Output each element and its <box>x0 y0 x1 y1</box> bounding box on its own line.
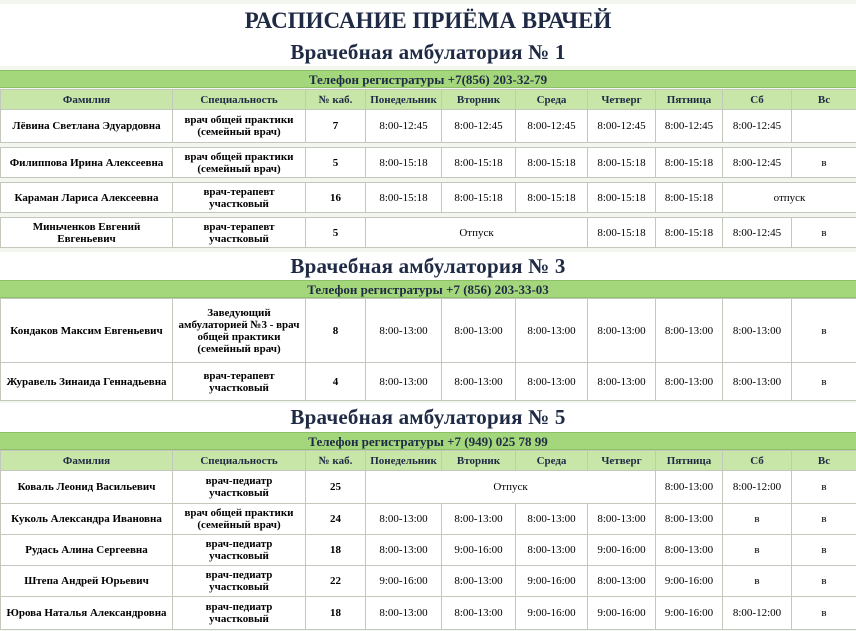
doctor-specialty: врач-педиатр участковый <box>173 535 306 566</box>
hours-tue: 8:00-15:18 <box>442 148 516 178</box>
hours-mon: 8:00-13:00 <box>366 535 442 566</box>
doctor-specialty: врач общей практики (семейный врач) <box>173 148 306 178</box>
hours-mon: 8:00-13:00 <box>366 597 442 630</box>
hours-fri: 8:00-13:00 <box>656 363 723 401</box>
hours-fri: 8:00-15:18 <box>656 183 723 213</box>
doctor-name: Филиппова Ирина Алексеевна <box>1 148 173 178</box>
doctor-room: 24 <box>306 504 366 535</box>
doctor-name: Кондаков Максим Евгеньевич <box>1 299 173 363</box>
hours-tue: 8:00-13:00 <box>442 363 516 401</box>
col-header-room: № каб. <box>306 451 366 471</box>
hours-fri: 8:00-15:18 <box>656 218 723 248</box>
clinic-phone-3: Телефон регистратуры +7 (856) 203-33-03 <box>0 280 856 298</box>
doctor-name: Миньченков Евгений Евгеньевич <box>1 218 173 248</box>
hours-sun: в <box>792 148 856 178</box>
hours-mon: 8:00-13:00 <box>366 363 442 401</box>
hours-mon: 8:00-13:00 <box>366 299 442 363</box>
hours-mon: 8:00-12:45 <box>366 110 442 143</box>
hours-wed: 8:00-13:00 <box>516 535 588 566</box>
hours-mon: 8:00-15:18 <box>366 148 442 178</box>
hours-sun: в <box>792 597 856 630</box>
hours-tue: 8:00-13:00 <box>442 566 516 597</box>
hours-wed: 8:00-13:00 <box>516 299 588 363</box>
col-header-wed: Среда <box>516 90 588 110</box>
hours-sat: 8:00-12:45 <box>723 110 792 143</box>
hours-tue: 9:00-16:00 <box>442 535 516 566</box>
hours-wed: 8:00-13:00 <box>516 363 588 401</box>
doctor-room: 25 <box>306 471 366 504</box>
hours-fri: 9:00-16:00 <box>656 566 723 597</box>
hours-sun: в <box>792 566 856 597</box>
col-header-tue: Вторник <box>442 90 516 110</box>
col-header-sat: Сб <box>723 451 792 471</box>
col-header-name: Фамилия <box>1 451 173 471</box>
doctor-room: 5 <box>306 148 366 178</box>
table-row <box>1 566 856 597</box>
hours-sun: в <box>792 535 856 566</box>
col-header-mon: Понедельник <box>366 90 442 110</box>
doctor-specialty: врач-терапевт участковый <box>173 183 306 213</box>
doctor-name: Юрова Наталья Александровна <box>1 597 173 630</box>
table-row <box>1 218 856 248</box>
clinic-phone-1: Телефон регистратуры +7(856) 203-32-79 <box>0 70 856 88</box>
doctor-room: 5 <box>306 218 366 248</box>
table-row <box>1 299 856 363</box>
clinic-title-1: Врачебная амбулатория № 1 <box>0 38 856 66</box>
hours-mon-thu-vacation: Отпуск <box>366 471 656 504</box>
doctor-room: 7 <box>306 110 366 143</box>
hours-sat: 8:00-12:00 <box>723 597 792 630</box>
col-header-name: Фамилия <box>1 90 173 110</box>
doctor-room: 8 <box>306 299 366 363</box>
hours-tue: 8:00-15:18 <box>442 183 516 213</box>
doctor-name: Караман Лариса Алексеевна <box>1 183 173 213</box>
clinic-title-3: Врачебная амбулатория № 3 <box>0 252 856 280</box>
doctor-specialty: врач-педиатр участковый <box>173 566 306 597</box>
col-header-thu: Четверг <box>588 451 656 471</box>
table-row <box>1 110 856 143</box>
hours-wed: 8:00-15:18 <box>516 183 588 213</box>
hours-thu: 8:00-13:00 <box>588 566 656 597</box>
doctor-name: Штепа Андрей Юрьевич <box>1 566 173 597</box>
hours-sun: в <box>792 299 856 363</box>
hours-sun: в <box>792 471 856 504</box>
doctor-name: Лёвина Светлана Эдуардовна <box>1 110 173 143</box>
col-header-spec: Специальность <box>173 451 306 471</box>
hours-thu: 9:00-16:00 <box>588 597 656 630</box>
doctor-specialty: врач-терапевт участковый <box>173 218 306 248</box>
page-title: РАСПИСАНИЕ ПРИЁМА ВРАЧЕЙ <box>0 4 856 38</box>
doctor-room: 18 <box>306 535 366 566</box>
table-header-row <box>1 90 856 110</box>
col-header-sun: Вс <box>792 451 856 471</box>
schedule-table-3 <box>0 298 856 401</box>
table-row <box>1 597 856 630</box>
hours-sat: 8:00-12:45 <box>723 148 792 178</box>
col-header-fri: Пятница <box>656 90 723 110</box>
hours-thu: 8:00-13:00 <box>588 299 656 363</box>
hours-sat: в <box>723 566 792 597</box>
col-header-spec: Специальность <box>173 90 306 110</box>
clinic-phone-5: Телефон регистратуры +7 (949) 025 78 99 <box>0 432 856 450</box>
hours-fri: 8:00-15:18 <box>656 148 723 178</box>
hours-fri: 8:00-13:00 <box>656 535 723 566</box>
hours-sat: в <box>723 504 792 535</box>
doctor-name: Коваль Леонид Васильевич <box>1 471 173 504</box>
hours-wed: 9:00-16:00 <box>516 597 588 630</box>
table-row <box>1 363 856 401</box>
table-header-row <box>1 451 856 471</box>
table-row <box>1 183 856 213</box>
hours-thu: 8:00-15:18 <box>588 148 656 178</box>
col-header-room: № каб. <box>306 90 366 110</box>
hours-thu: 9:00-16:00 <box>588 535 656 566</box>
doctor-room: 22 <box>306 566 366 597</box>
hours-sat: в <box>723 535 792 566</box>
doctor-room: 16 <box>306 183 366 213</box>
hours-fri: 9:00-16:00 <box>656 597 723 630</box>
doctor-specialty: врач общей практики (семейный врач) <box>173 110 306 143</box>
hours-sat: 8:00-12:00 <box>723 471 792 504</box>
col-header-wed: Среда <box>516 451 588 471</box>
table-row <box>1 471 856 504</box>
hours-sun: в <box>792 363 856 401</box>
doctor-specialty: врач-педиатр участковый <box>173 471 306 504</box>
hours-fri: 8:00-13:00 <box>656 299 723 363</box>
table-row <box>1 148 856 178</box>
hours-mon-wed-vacation: Отпуск <box>366 218 588 248</box>
doctor-name: Рудась Алина Сергеевна <box>1 535 173 566</box>
hours-thu: 8:00-13:00 <box>588 363 656 401</box>
hours-sun <box>792 110 856 143</box>
hours-tue: 8:00-13:00 <box>442 597 516 630</box>
hours-thu: 8:00-15:18 <box>588 218 656 248</box>
hours-mon: 8:00-13:00 <box>366 504 442 535</box>
hours-mon: 8:00-15:18 <box>366 183 442 213</box>
col-header-tue: Вторник <box>442 451 516 471</box>
col-header-sat: Сб <box>723 90 792 110</box>
hours-fri: 8:00-13:00 <box>656 504 723 535</box>
hours-wed: 8:00-12:45 <box>516 110 588 143</box>
hours-sat-sun-vacation: отпуск <box>723 183 856 213</box>
hours-tue: 8:00-12:45 <box>442 110 516 143</box>
schedule-table-1 <box>0 89 856 248</box>
doctor-specialty: врач-педиатр участковый <box>173 597 306 630</box>
doctor-name: Журавель Зинаида Геннадьевна <box>1 363 173 401</box>
doctor-specialty: врач-терапевт участковый <box>173 363 306 401</box>
doctor-name: Куколь Александра Ивановна <box>1 504 173 535</box>
schedule-table-5 <box>0 450 856 630</box>
hours-tue: 8:00-13:00 <box>442 504 516 535</box>
hours-thu: 8:00-15:18 <box>588 183 656 213</box>
hours-tue: 8:00-13:00 <box>442 299 516 363</box>
hours-wed: 8:00-15:18 <box>516 148 588 178</box>
hours-mon: 9:00-16:00 <box>366 566 442 597</box>
col-header-thu: Четверг <box>588 90 656 110</box>
hours-sat: 8:00-13:00 <box>723 363 792 401</box>
doctor-room: 4 <box>306 363 366 401</box>
doctor-room: 18 <box>306 597 366 630</box>
table-row <box>1 535 856 566</box>
col-header-fri: Пятница <box>656 451 723 471</box>
hours-sat: 8:00-13:00 <box>723 299 792 363</box>
hours-sat: 8:00-12:45 <box>723 218 792 248</box>
table-row <box>1 504 856 535</box>
hours-thu: 8:00-13:00 <box>588 504 656 535</box>
hours-sun: в <box>792 504 856 535</box>
hours-fri: 8:00-13:00 <box>656 471 723 504</box>
hours-sun: в <box>792 218 856 248</box>
hours-wed: 9:00-16:00 <box>516 566 588 597</box>
col-header-mon: Понедельник <box>366 451 442 471</box>
hours-fri: 8:00-12:45 <box>656 110 723 143</box>
clinic-title-5: Врачебная амбулатория № 5 <box>0 403 856 432</box>
doctor-specialty: врач общей практики (семейный врач) <box>173 504 306 535</box>
hours-wed: 8:00-13:00 <box>516 504 588 535</box>
hours-thu: 8:00-12:45 <box>588 110 656 143</box>
doctor-specialty: Заведующий амбулаторией №3 - врач общей практики (семейный врач) <box>173 299 306 363</box>
col-header-sun: Вс <box>792 90 856 110</box>
